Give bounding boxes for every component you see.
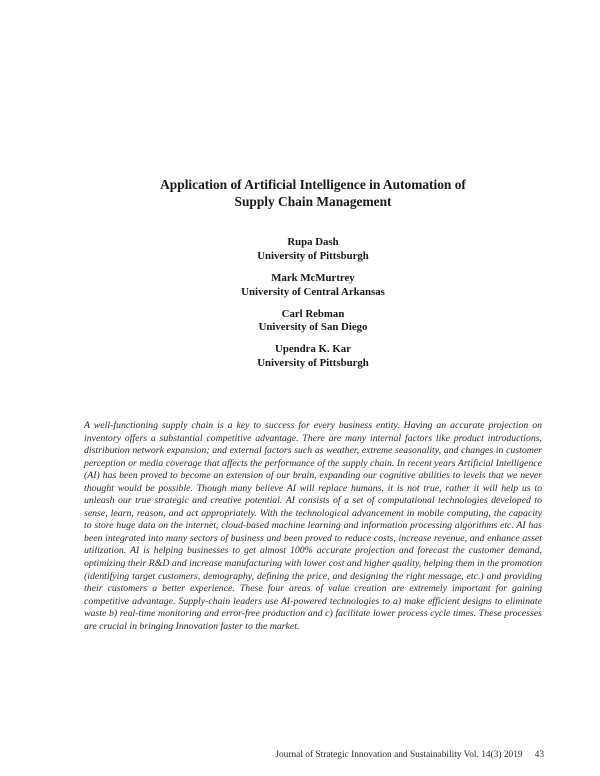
author-list [0,236,600,379]
author-affiliation: University of Pittsburgh [257,357,369,370]
author-block [0,343,600,371]
page-footer [275,749,544,761]
page-number: 43 [534,750,544,760]
author-affiliation: University of San Diego [258,321,368,334]
abstract-paragraph: A well-functioning supply chain is a key to success for every business entity. Having an accurate projection on inventory offers a substantial competitive advantage. There are many internal factors like product introductions, distribution network expansion; and external factors such as weather, extreme seasonality, and changes in customer perception or media coverage that affects the performance of the supply chain. In recent years Artificial Intelligence (AI) has been proved to become an extension of our brain, expanding our cognitive abilities to levels that we never thought would be possible. Though many believe AI will replace humans, it is not true, rather it will help us to unleash our true strategic and creative potential. AI consists of a set of computational technologies developed to sense, learn, reason, and act appropriately. With the technological advancement in mobile computing, the capacity to store huge data on the internet, cloud-based machine learning and information processing algorithms etc. AI has been integrated into many sectors of business and been proved to reduce costs, increase revenue, and enhance asset utilization. AI is helping businesses to get almost 100% accurate projection and forecast the customer demand, optimizing their R&D and increase manufacturing with lower cost and higher quality, helping them in the promotion (identifying target customers, demography, defining the price, and designing the right message, etc.) and providing their customers a better experience. These four areas of value creation are extremely important for gaining competitive advantage. Supply-chain leaders use AI-powered technologies to a) make efficient designs to eliminate waste b) real-time monitoring and error-free production and c) facilitate lower process cycle times. These processes are crucial in bringing Innovation faster to the market. [84,420,542,632]
author-block [0,308,600,336]
author-affiliation: University of Pittsburgh [257,249,369,262]
author-name: Mark McMurtrey [271,271,355,284]
author-block [0,272,600,300]
author-name: Carl Rebman [281,307,345,320]
author-block [0,236,600,264]
paper-title-line-1: Application of Artificial Intelligence in Automation of [160,177,466,192]
paper-title [0,176,600,210]
journal-citation: Journal of Strategic Innovation and Sustainability Vol. 14(3) 2019 [275,750,523,760]
paper-title-line-2: Supply Chain Management [234,194,392,209]
author-name: Upendra K. Kar [275,343,351,356]
author-affiliation: University of Central Arkansas [241,285,385,298]
author-name: Rupa Dash [287,236,339,248]
